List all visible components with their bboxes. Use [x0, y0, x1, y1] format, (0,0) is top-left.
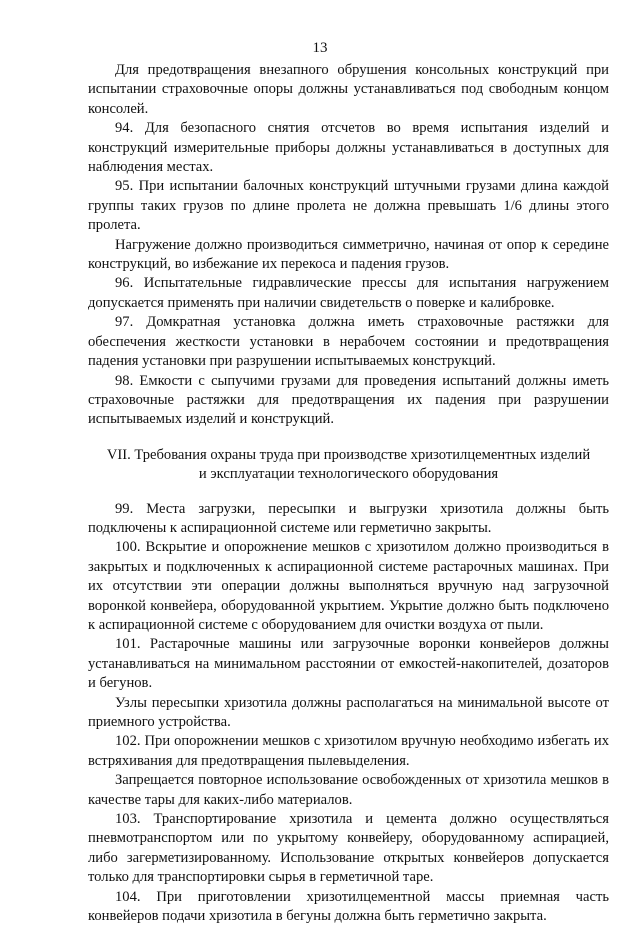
paragraph-104: 104. При приготовлении хризотилцементной массы приемная часть конвейеров подачи хризотила в бегуны должна быть герметично закрыта.	[88, 888, 609, 925]
paragraph-101: 101. Растарочные машины или загрузочные воронки конвейеров должны устанавливаться на минимальном расстоянии от емкостей-накопителей, дозаторов и бегунов.	[88, 636, 609, 692]
section-heading-line-2: и эксплуатации технологического оборудования	[198, 466, 499, 483]
paragraph-94: 94. Для безопасного снятия отсчетов во время испытания изделий и конструкций измерительные приборы должны устанавливаться в доступных для наблюдения местах.	[88, 120, 609, 176]
paragraph-100: 100. Вскрытие и опорожнение мешков с хризотилом должно производиться в закрытых и подключенных к аспирационной системе растарочных машинах. При их отсутствии эти операции должны выполняться вручную над загрузочной воронкой конвейера, оборудованной укрытием. Укрытие должно быть подключено к аспирационной системе с оборудованием для очистки воздуха от пыли.	[88, 539, 609, 633]
paragraph-96: 96. Испытательные гидравлические прессы для испытания нагружением допускается применять при наличии свидетельств о поверке и калибровке.	[88, 275, 609, 311]
paragraph-loading-symmetry: Нагружение должно производиться симметрично, начиная от опор к середине конструкций, во избежание их перекоса и падения грузов.	[88, 236, 609, 273]
paragraph-cantilever-supports: Для предотвращения внезапного обрушения консольных конструкций при испытании страховочные опоры должны устанавливаться под свободным концом консолей.	[88, 62, 609, 117]
page-number: 13	[312, 40, 328, 56]
paragraph-103: 103. Транспортирование хризотила и цемента должно осуществляться пневмотранспортом или по укрытому конвейеру, оборудованному аспирацией, либо загерметизированному. Использование открытых конвейеров допускается только для транспортировки сырья в герметичной таре.	[88, 811, 609, 886]
section-heading	[88, 446, 609, 485]
paragraph-102: 102. При опорожнении мешков с хризотилом вручную необходимо избегать их встряхивания для предотвращения пылевыделения.	[88, 733, 609, 769]
paragraph-95: 95. При испытании балочных конструкций штучными грузами длина каждой группы таких грузов по длине пролета не должна превышать 1/6 длины этого пролета.	[88, 178, 609, 234]
paragraph-bag-reuse: Запрещается повторное использование освобожденных от хризотила мешков в качестве тары для каких-либо материалов.	[88, 772, 609, 808]
section-heading-line-1: VII. Требования охраны труда при производстве хризотилцементных изделий	[106, 446, 591, 463]
paragraph-99: 99. Места загрузки, пересыпки и выгрузки хризотила должны быть подключены к аспирационной системе или герметично закрыты.	[88, 500, 609, 536]
paragraph-98: 98. Емкости с сыпучими грузами для проведения испытаний должны иметь страховочные растяжки для предотвращения их падения при разрушении испытываемых изделий и конструкций.	[88, 372, 609, 428]
paragraph-97: 97. Домкратная установка должна иметь страховочные растяжки для обеспечения жесткости установки в нерабочем состоянии и предотвращения падения установки при разрушении испытываемых конструкций.	[88, 314, 609, 370]
paragraph-transfer-nodes: Узлы пересыпки хризотила должны располагаться на минимальной высоте от приемного устройства.	[88, 694, 609, 730]
document-body	[88, 61, 609, 926]
